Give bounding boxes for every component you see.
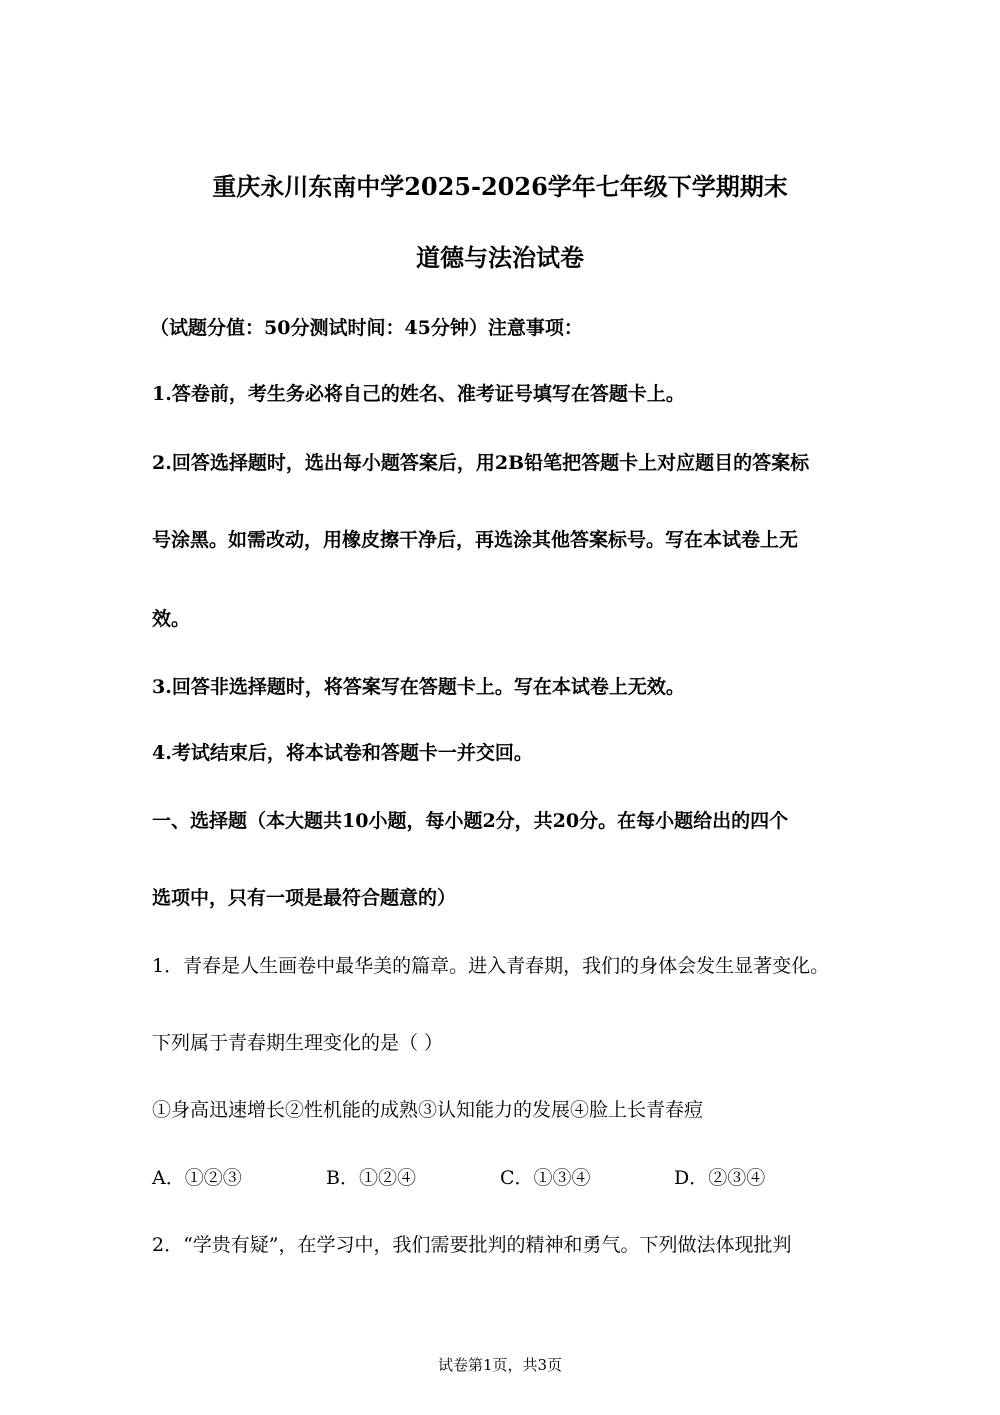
page-footer: 试卷第1页，共3页 bbox=[437, 1356, 563, 1374]
section-heading-line1: 一、选择题（本大题共10小题，每小题2分，共20分。在每小题给出的四个 bbox=[152, 810, 789, 832]
notice-item-2-line1: 2.回答选择题时，选出每小题答案后，用2B铅笔把答题卡上对应题目的答案标 bbox=[152, 452, 810, 474]
notice-item-3: 3.回答非选择题时，将答案写在答题卡上。写在本试卷上无效。 bbox=[152, 676, 685, 698]
question-1-option-a: A．①②③ bbox=[152, 1167, 242, 1189]
notice-item-1: 1.答卷前，考生务必将自己的姓名、准考证号填写在答题卡上。 bbox=[152, 383, 685, 405]
notice-intro: （试题分值：50分测试时间：45分钟）注意事项： bbox=[150, 317, 583, 339]
question-1-stem-line1: 1．青春是人生画卷中最华美的篇章。进入青春期，我们的身体会发生显著变化。 bbox=[152, 955, 830, 977]
notice-item-2-line2: 号涂黑。如需改动，用橡皮擦干净后，再选涂其他答案标号。写在本试卷上无 bbox=[152, 529, 799, 551]
section-heading-line2: 选项中，只有一项是最符合题意的） bbox=[152, 887, 457, 909]
question-2-stem-line1: 2．“学贵有疑”，在学习中，我们需要批判的精神和勇气。下列做法体现批判 bbox=[152, 1234, 792, 1256]
notice-item-2-line3: 效。 bbox=[152, 608, 191, 630]
notice-item-4: 4.考试结束后，将本试卷和答题卡一并交回。 bbox=[152, 742, 533, 764]
question-1-stem-line2: 下列属于青春期生理变化的是（ ） bbox=[152, 1032, 444, 1054]
question-1-option-d: D．②③④ bbox=[674, 1167, 766, 1189]
question-1-statements: ①身高迅速增长②性机能的成熟③认知能力的发展④脸上长青春痘 bbox=[152, 1099, 704, 1121]
question-1-option-b: B．①②④ bbox=[326, 1167, 416, 1189]
question-1-option-c: C．①③④ bbox=[500, 1167, 591, 1189]
exam-title-line2: 道德与法治试卷 bbox=[416, 243, 584, 272]
exam-title-line1: 重庆永川东南中学2025-2026学年七年级下学期期末 bbox=[212, 172, 788, 201]
